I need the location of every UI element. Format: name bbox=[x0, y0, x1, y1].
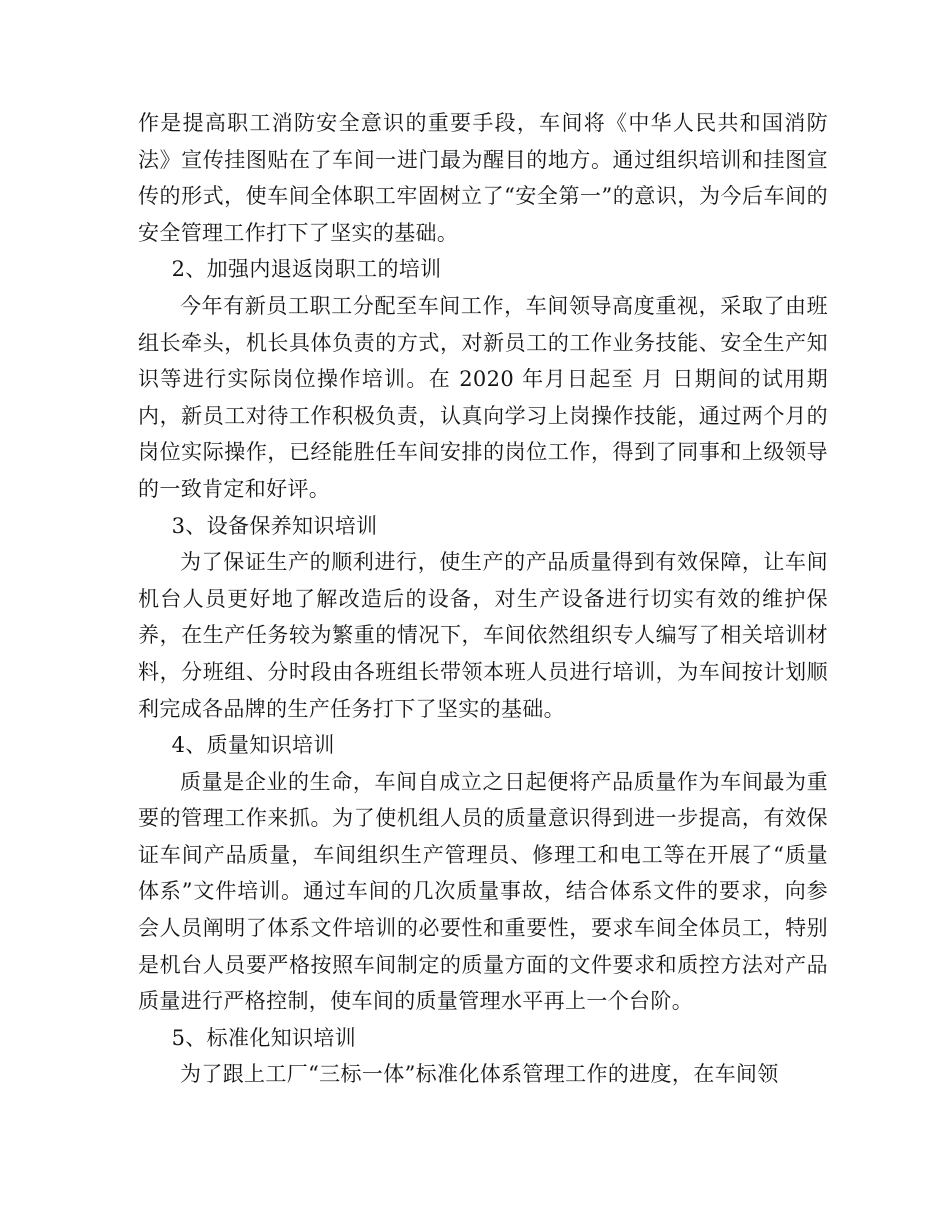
paragraph-quality-training: 质量是企业的生命，车间自成立之日起便将产品质量作为车间最为重要的管理工作来抓。为了使机组人员的质量意识得到进一步提高，有效保证车间产品质量，车间组织生产管理员、修理工和电工等在开展了“质量体系”文件培训。通过车间的几次质量事故，结合体系文件的要求，向参会人员阐明了体系文件培训的必要性和重要性，要求车间全体员工，特别是机台人员要严格按照车间制定的质量方面的文件要求和质控方法对产品质量进行严格控制，使车间的质量管理水平再上一个台阶。 bbox=[138, 769, 828, 1014]
paragraph-standardization: 为了跟上工厂“三标一体”标准化体系管理工作的进度，在车间领 bbox=[180, 1062, 779, 1087]
paragraph-equipment-maintenance: 为了保证生产的顺利进行，使生产的产品质量得到有效保障，让车间机台人员更好地了解改造后的设备，对生产设备进行切实有效的维护保养，在生产任务较为繁重的情况下，车间依然组织专人编写了相关培训材料，分班组、分时段由各班组长带领本班人员进行培训，为车间按计划顺利完成各品牌的生产任务打下了坚实的基础。 bbox=[138, 550, 828, 721]
paragraph-new-staff-training: 今年有新员工职工分配至车间工作，车间领导高度重视，采取了由班组长牵头，机长具体负责的方式，对新员工的工作业务技能、安全生产知识等进行实际岗位操作培训。在 2020 年月日起至 月 日期间的试用期内，新员工对待工作积极负责，认真向学习上岗操作技能，通过两个月的岗位实际操作，已经能胜任车间安排的岗位工作，得到了同事和上级领导的一致肯定和好评。 bbox=[138, 293, 828, 501]
document-body bbox=[138, 105, 828, 1093]
section-heading-4: 4、质量知识培训 bbox=[171, 733, 335, 758]
section-heading-3: 3、设备保养知识培训 bbox=[171, 513, 378, 538]
paragraph-fire-safety-continued: 作是提高职工消防安全意识的重要手段，车间将《中华人民共和国消防法》宣传挂图贴在了车间一进门最为醒目的地方。通过组织培训和挂图宣传的形式，使车间全体职工牢固树立了“安全第一”的意识，为今后车间的安全管理工作打下了坚实的基础。 bbox=[138, 111, 828, 245]
section-heading-2: 2、加强内退返岗职工的培训 bbox=[171, 257, 442, 282]
section-heading-5: 5、标准化知识培训 bbox=[171, 1025, 357, 1050]
